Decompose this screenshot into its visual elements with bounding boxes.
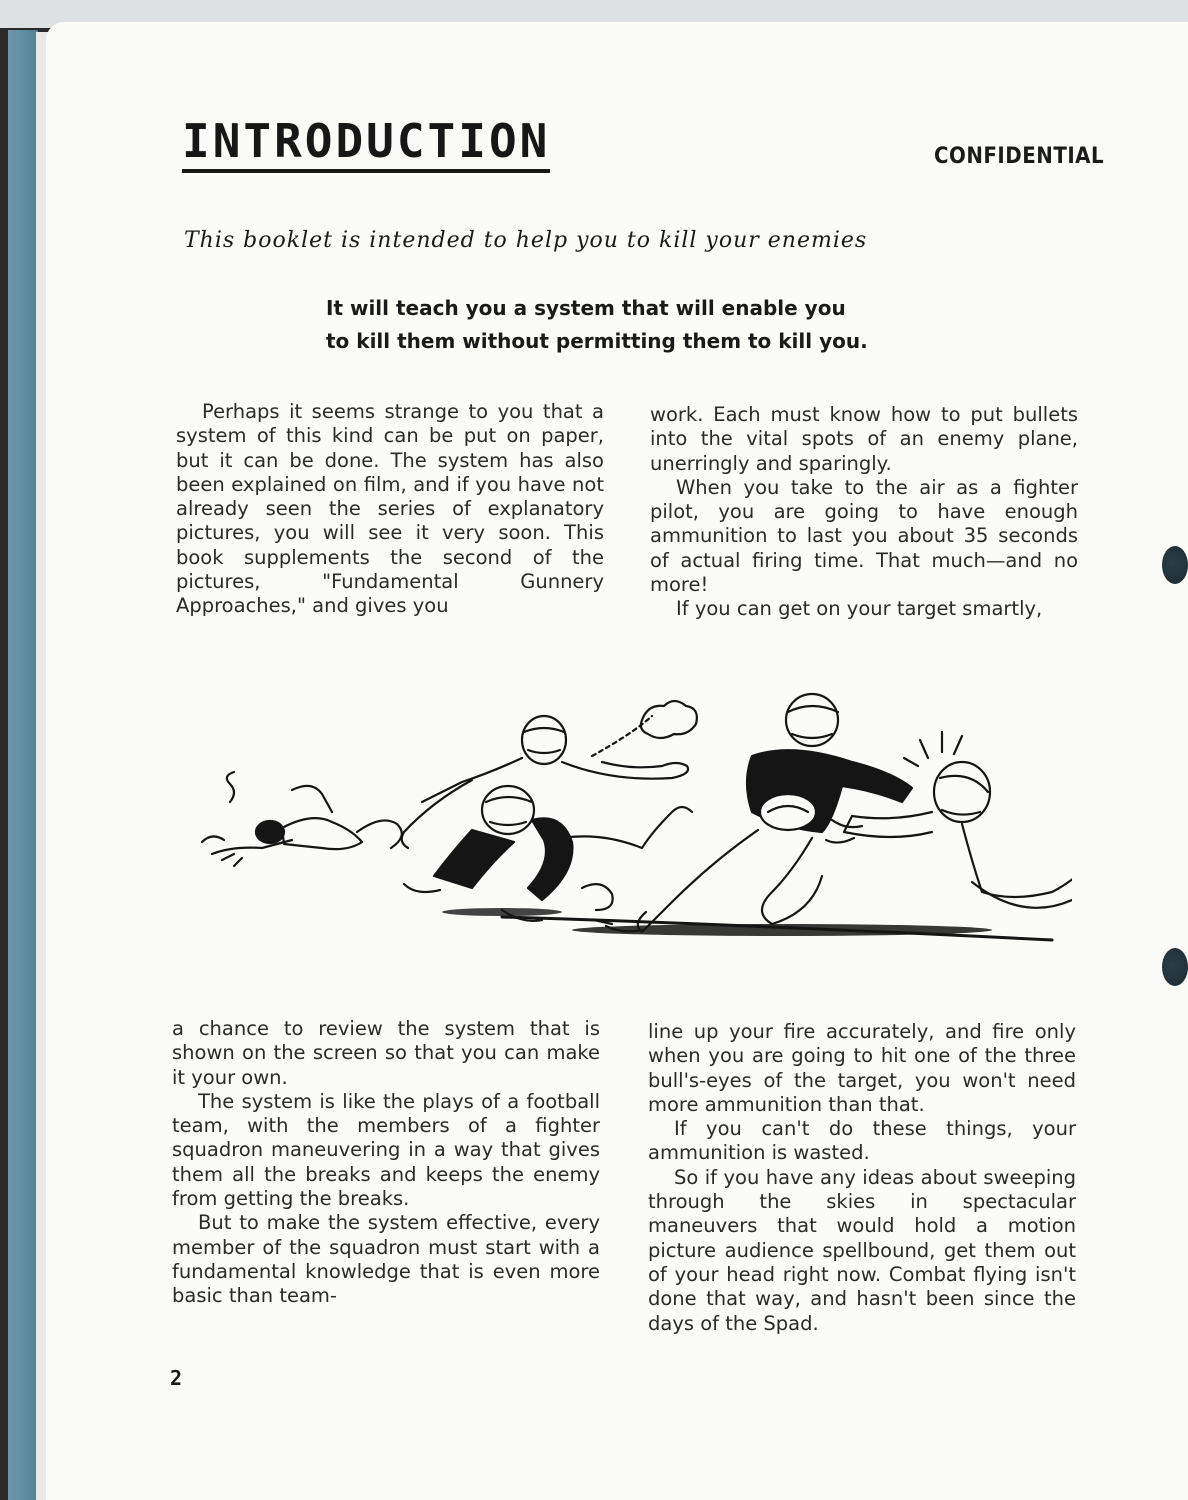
text-column-bottom-right [648,1020,1076,1336]
paragraph: a chance to review the system that is shown on the screen so that you can make it your own. [172,1017,600,1089]
booklet-page [46,22,1188,1500]
page-title: INTRODUCTION [182,114,550,173]
lead-statement [326,292,946,358]
falling-player-figure [404,786,692,921]
paragraph: If you can't do these things, your ammunition is wasted. [648,1117,1076,1165]
tackling-player-figure [826,732,1072,912]
text-column-top-right [650,403,1078,622]
paragraph: work. Each must know how to put bullets into the vital spots of an enemy plane, unerringly and sparingly. [650,403,1078,475]
tumbling-player-figure [202,772,402,866]
paragraph: The system is like the plays of a football team, with the members of a fighter squadron maneuvering in a way that gives them all the breaks and keeps the enemy from getting the breaks. [172,1089,600,1211]
paragraph: If you can get on your target smartly, [676,597,1043,621]
classification-label: CONFIDENTIAL [934,144,1105,169]
paragraph: When you take to the air as a fighter pilot, you are going to have enough ammunition to last you about 35 seconds of actual firing time. That much—and no more! [650,475,1078,597]
page-number: 2 [170,1366,183,1390]
lead-line: It will teach you a system that will enable you [326,296,846,320]
paragraph: line up your fire accurately, and fire only when you are going to hit one of the three bull's-eyes of the target, you won't need more ammunition than that. [648,1020,1076,1116]
text-column-bottom-left [172,1017,600,1309]
page-subtitle: This booklet is intended to help you to kill your enemies [184,228,868,253]
booklet-spine [8,30,38,1500]
lead-line: to kill them without permitting them to kill you. [326,329,868,353]
text-column-top-left [176,400,604,619]
paragraph: Perhaps it seems strange to you that a system of this kind can be put on paper, but it can be done. The system has also been explained on film, and if you have not already seen the series of explanatory pictures, you will see it very soon. This book supplements the second of the pictures, "Fundamental Gunnery Approaches," and gives you [176,400,604,618]
paragraph: But to make the system effective, every member of the squadron must start with a fundamental knowledge that is even more basic than team- [172,1211,600,1308]
football-cartoon-illustration [172,662,1072,962]
binder-hole [1162,948,1188,986]
binder-hole [1162,546,1188,584]
paragraph: So if you have any ideas about sweeping through the skies in spectacular maneuvers that would hold a motion picture audience spellbound, get them out of your head right now. Combat flying isn't done that way, and hasn't been since the days of the Spad. [648,1165,1076,1335]
